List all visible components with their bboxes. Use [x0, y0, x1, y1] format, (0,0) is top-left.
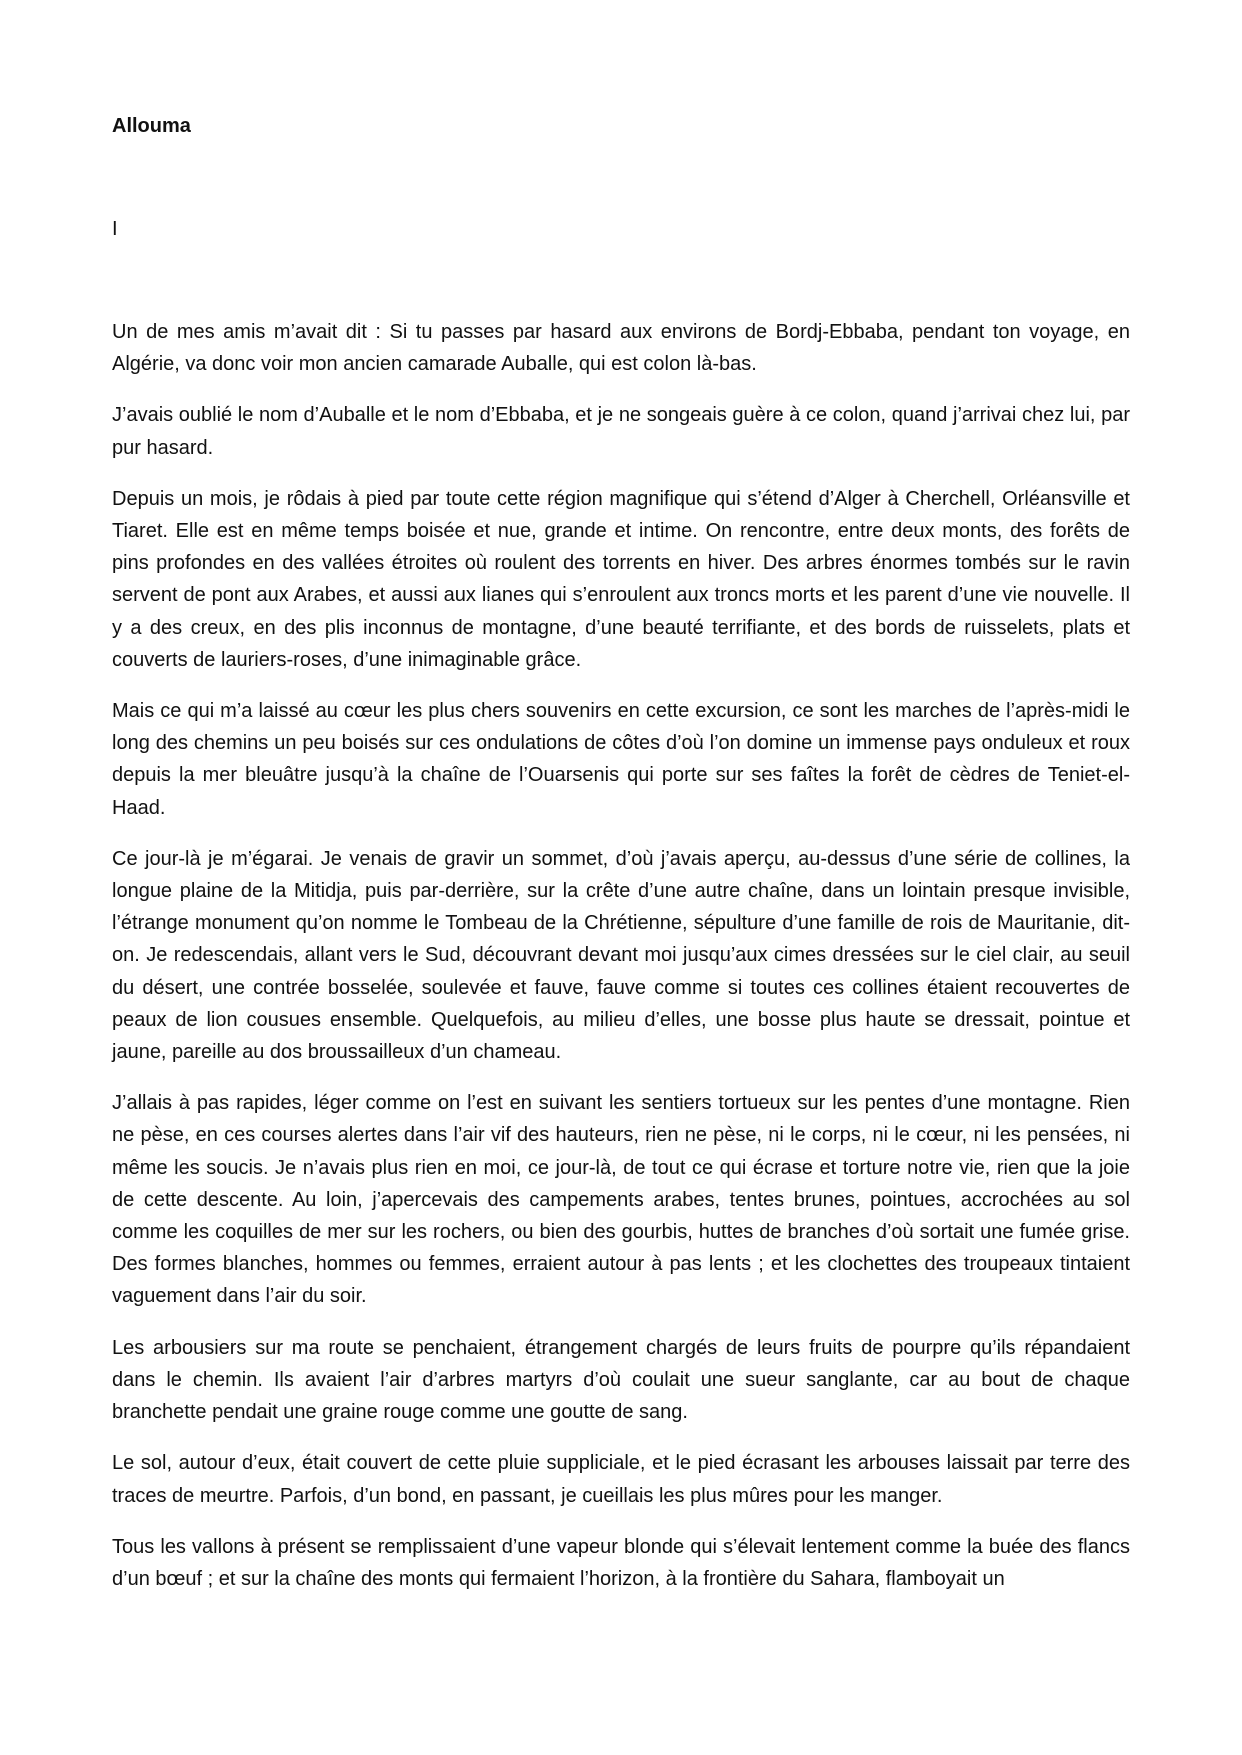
body-text	[112, 316, 1130, 1614]
chapter-number: I	[112, 218, 118, 240]
paragraph: Mais ce qui m’a laissé au cœur les plus chers souvenirs en cette excursion, ce sont les marches de l’après-midi le long des chemins un peu boisés sur ces ondulations de côtes d’où l’on domine un immense pays onduleux et roux depuis la mer bleuâtre jusqu’à la chaîne de l’Ouarsenis qui porte sur ses faîtes la forêt de cèdres de Teniet-el-Haad.	[112, 700, 1130, 819]
paragraph: Les arbousiers sur ma route se penchaient, étrangement chargés de leurs fruits de pourpre qu’ils répandaient dans le chemin. Ils avaient l’air d’arbres martyrs d’où coulait une sueur sanglante, car au bout de chaque branchette pendait une graine rouge comme une goutte de sang.	[112, 1336, 1130, 1424]
paragraph: Ce jour-là je m’égarai. Je venais de gravir un sommet, d’où j’avais aperçu, au-dessus d’une série de collines, la longue plaine de la Mitidja, puis par-derrière, sur la crête d’une autre chaîne, dans un lointain presque invisible, l’étrange monument qu’on nomme le Tombeau de la Chrétienne, sépulture d’une famille de rois de Mauritanie, dit-on. Je redescendais, allant vers le Sud, découvrant devant moi jusqu’aux cimes dressées sur le ciel clair, au seuil du désert, une contrée bosselée, soulevée et fauve, fauve comme si toutes ces collines étaient recouvertes de peaux de lion cousues ensemble. Quelquefois, au milieu d’elles, une bosse plus haute se dressait, pointue et jaune, pareille au dos broussailleux d’un chameau.	[112, 847, 1130, 1064]
paragraph: Tous les vallons à présent se remplissaient d’une vapeur blonde qui s’élevait lentement comme la buée des flancs d’un bœuf ; et sur la chaîne des monts qui fermaient l’horizon, à la frontière du Sahara, flamboyait un	[112, 1535, 1130, 1590]
paragraph: J’avais oublié le nom d’Auballe et le nom d’Ebbaba, et je ne songeais guère à ce colon, quand j’arrivai chez lui, par pur hasard.	[112, 404, 1130, 459]
paragraph: Un de mes amis m’avait dit : Si tu passes par hasard aux environs de Bordj-Ebbaba, pendant ton voyage, en Algérie, va donc voir mon ancien camarade Auballe, qui est colon là-bas.	[112, 321, 1130, 376]
paragraph: Depuis un mois, je rôdais à pied par toute cette région magnifique qui s’étend d’Alger à Cherchell, Orléansville et Tiaret. Elle est en même temps boisée et nue, grande et intime. On rencontre, entre deux monts, des forêts de pins profondes en des vallées étroites où roulent des torrents en hiver. Des arbres énormes tombés sur le ravin servent de pont aux Arabes, et aussi aux lianes qui s’enroulent aux troncs morts et les parent d’une vie nouvelle. Il y a des creux, en des plis inconnus de montagne, d’une beauté terrifiante, et des bords de ruisselets, plats et couverts de lauriers-roses, d’une inimaginable grâce.	[112, 487, 1130, 671]
document-title: Allouma	[112, 115, 191, 137]
paragraph: J’allais à pas rapides, léger comme on l’est en suivant les sentiers tortueux sur les pentes d’une montagne. Rien ne pèse, en ces courses alertes dans l’air vif des hauteurs, rien ne pèse, ni le corps, ni le cœur, ni les pensées, ni même les soucis. Je n’avais plus rien en moi, ce jour-là, de tout ce qui écrase et torture notre vie, rien que la joie de cette descente. Au loin, j’apercevais des campements arabes, tentes brunes, pointues, accrochées au sol comme les coquilles de mer sur les rochers, ou bien des gourbis, huttes de branches d’où sortait une fumée grise. Des formes blanches, hommes ou femmes, erraient autour à pas lents ; et les clochettes des troupeaux tintaient vaguement dans l’air du soir.	[112, 1092, 1130, 1308]
paragraph: Le sol, autour d’eux, était couvert de cette pluie suppliciale, et le pied écrasant les arbouses laissait par terre des traces de meurtre. Parfois, d’un bond, en passant, je cueillais les plus mûres pour les manger.	[112, 1452, 1130, 1507]
